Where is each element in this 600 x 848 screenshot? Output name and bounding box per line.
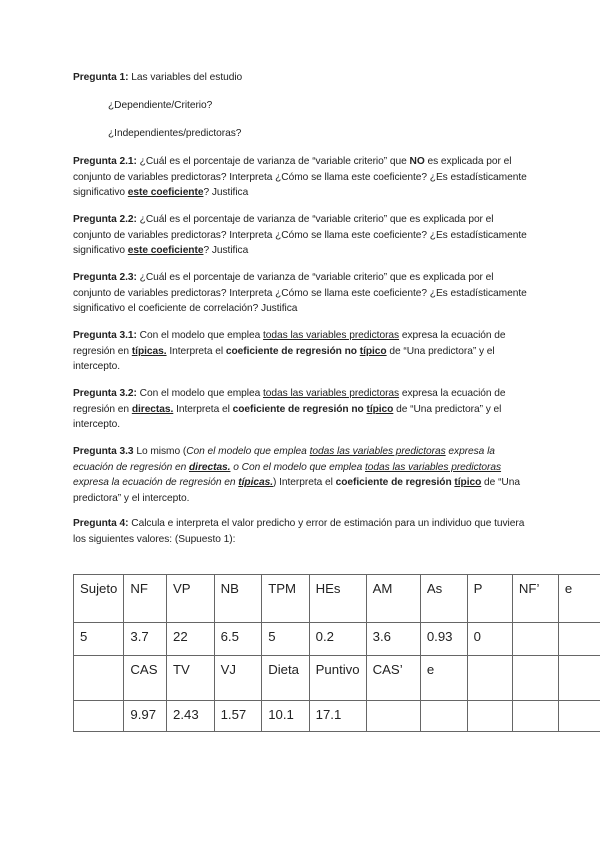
table-cell: 22: [167, 623, 215, 656]
table-cell: TV: [167, 656, 215, 701]
table-cell: NF’: [512, 575, 558, 623]
q32-underlined: todas las variables predictoras: [263, 388, 400, 399]
table-cell: [467, 701, 512, 732]
table-cell: NB: [214, 575, 262, 623]
table-cell: [558, 623, 600, 656]
q21-text: ¿Cuál es el porcentaje de varianza de “variable criterio” que: [136, 156, 410, 167]
q4-label: Pregunta 4:: [73, 518, 129, 529]
table-cell: 3.6: [366, 623, 420, 656]
question-2-2: [73, 212, 533, 259]
table-cell: 5: [262, 623, 309, 656]
table-row: [74, 701, 600, 732]
q33-italic: expresa la ecuación de regresión en: [73, 477, 239, 489]
q21-bold-no: NO: [409, 156, 425, 167]
q22-text: ¿Cuál es el porcentaje de varianza de “variable criterio” que es explicada por el conjunto de variables predictoras? Interpreta ¿Cómo se llama este coeficiente? ¿Es estadísticamente significativo: [73, 214, 527, 257]
table-cell: 0.2: [309, 623, 366, 656]
q33-italic-underlined: todas las variables predictoras: [309, 446, 446, 457]
question-3-2: [73, 386, 533, 433]
table-cell: Sujeto: [74, 575, 124, 623]
q23-label: Pregunta 2.3:: [73, 272, 137, 283]
q32-text: expresa la ecuación de regresión en: [73, 388, 506, 415]
q21-text: ? Justifica: [203, 187, 249, 199]
table-cell: P: [467, 575, 512, 623]
q32-label: Pregunta 3.2:: [73, 388, 137, 399]
question-4: [73, 516, 533, 547]
q22-label: Pregunta 2.2:: [73, 214, 137, 225]
table-cell: 2.43: [167, 701, 215, 732]
q33-text: ) Interpreta el: [273, 477, 336, 489]
table-cell: e: [420, 656, 467, 701]
table-row: [74, 623, 600, 656]
table-cell: 6.5: [214, 623, 262, 656]
q31-text: expresa la ecuación de regresión en: [73, 330, 506, 357]
table-cell: AM: [366, 575, 420, 623]
q32-bold-underlined: típico: [366, 403, 394, 415]
table-row: [74, 656, 600, 701]
table-cell: [74, 656, 124, 701]
q31-text: Con el modelo que emplea: [136, 330, 264, 341]
question-3-1: [73, 328, 533, 375]
q32-text: de “Una predictora” y el intercepto.: [73, 403, 502, 431]
table-cell: [420, 701, 467, 732]
table-cell: [512, 656, 558, 701]
q32-bold-underlined: directas.: [131, 403, 174, 415]
q32-text: Interpreta el: [173, 403, 233, 415]
q33-bold: coeficiente de regresión: [335, 477, 455, 489]
q1-item-dependent: ¿Dependiente/Criterio?: [108, 100, 213, 111]
q33-bold-underlined: típico: [454, 477, 482, 489]
table-cell: 9.97: [124, 701, 167, 732]
q33-italic: expresa la ecuación de regresión en: [73, 446, 495, 473]
q21-text: es explicada por el conjunto de variables predictoras? Interpreta ¿Cómo se llama este coeficiente? ¿Es estadísticamente significativo: [73, 156, 527, 199]
question-1: [73, 70, 533, 86]
q31-bold-underlined: típicas.: [131, 345, 167, 357]
table-cell: [558, 656, 600, 701]
table-cell: [74, 701, 124, 732]
table-cell: 3.7: [124, 623, 167, 656]
table-cell: Puntivo: [309, 656, 366, 701]
q33-italic-bold-underlined: directas.: [189, 461, 231, 473]
table-row: [74, 575, 600, 623]
q4-text: Calcula e interpreta el valor predicho y error de estimación para un individuo que tuviera los siguientes valores: (Supuesto 1):: [73, 518, 525, 545]
q22-underlined-coef: este coeficiente: [127, 245, 204, 257]
q32-text: Con el modelo que emplea: [136, 388, 264, 399]
table-cell: 0.93: [420, 623, 467, 656]
table-cell: e: [558, 575, 600, 623]
q1-item-independent: ¿Independientes/predictoras?: [108, 128, 242, 139]
q33-italic: Con el modelo que emplea: [186, 446, 310, 457]
table-cell: As: [420, 575, 467, 623]
question-2-3: [73, 270, 533, 317]
q33-text: Lo mismo (: [133, 446, 187, 457]
table-cell: 5: [74, 623, 124, 656]
table-cell: CAS’: [366, 656, 420, 701]
table-cell: 0: [467, 623, 512, 656]
q33-text: de “Una predictora” y el intercepto.: [73, 477, 520, 504]
table-cell: HEs: [309, 575, 366, 623]
q23-text: ¿Cuál es el porcentaje de varianza de “variable criterio” que es explicada por el conjunto de variables predictoras? Interpreta ¿Cómo se llama este coeficiente? ¿Es estadísticamente significativo el coeficiente de correlación? Justifica: [73, 272, 527, 315]
q33-label: Pregunta 3.3: [73, 446, 134, 457]
q31-underlined: todas las variables predictoras: [263, 330, 400, 341]
q22-text: ? Justifica: [203, 245, 249, 257]
q32-bold: coeficiente de regresión no: [232, 403, 367, 415]
question-2-1: [73, 154, 533, 201]
q33-italic-bold-underlined: típicas.: [238, 477, 273, 489]
question-3-3: [73, 444, 533, 506]
q33-italic-underlined: todas las variables predictoras: [365, 461, 502, 473]
q21-label: Pregunta 2.1:: [73, 156, 137, 167]
table-cell: VP: [167, 575, 215, 623]
table-cell: 1.57: [214, 701, 262, 732]
table-cell: 10.1: [262, 701, 309, 732]
table-cell: NF: [124, 575, 167, 623]
q33-italic: o Con el modelo que emplea: [230, 461, 365, 473]
q31-bold-underlined: típico: [359, 345, 387, 357]
q31-text: de “Una predictora” y el intercepto.: [73, 345, 495, 373]
table-cell: Dieta: [262, 656, 309, 701]
q31-text: Interpreta el: [166, 345, 226, 357]
table-cell: [512, 701, 558, 732]
table-cell: [558, 701, 600, 732]
table-cell: CAS: [124, 656, 167, 701]
q31-bold: coeficiente de regresión no: [225, 345, 360, 357]
table-cell: [366, 701, 420, 732]
table-cell: [512, 623, 558, 656]
table-cell: VJ: [214, 656, 262, 701]
q1-text: Las variables del estudio: [128, 72, 243, 83]
table-cell: [467, 656, 512, 701]
table-cell: 17.1: [309, 701, 366, 732]
q1-label: Pregunta 1:: [73, 72, 129, 83]
table-cell: TPM: [262, 575, 309, 623]
values-table: [73, 574, 600, 732]
q21-underlined-coef: este coeficiente: [127, 187, 204, 199]
q31-label: Pregunta 3.1:: [73, 330, 137, 341]
